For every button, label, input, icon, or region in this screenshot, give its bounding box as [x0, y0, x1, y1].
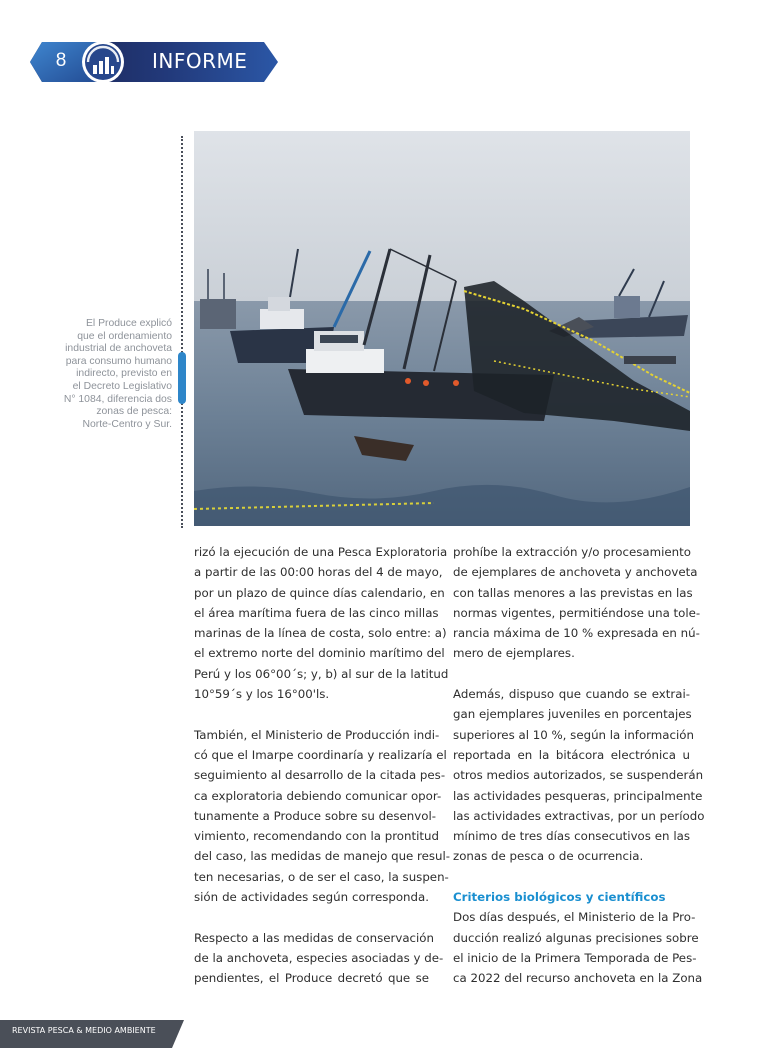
- text-line: las actividades extractivas, por un período: [453, 808, 705, 823]
- text-line: seguimiento al desarrollo de la citada pes-: [194, 768, 446, 783]
- bar-chart-icon: [78, 38, 128, 86]
- text-line: zonas de pesca o de ocurrencia.: [453, 849, 644, 864]
- section-title: INFORME: [152, 49, 248, 73]
- subheading: Criterios biológicos y científicos: [453, 890, 666, 905]
- text-line: sión de actividades según corresponda.: [194, 890, 429, 905]
- text-line: con tallas menores a las previstas en las: [453, 585, 693, 600]
- text-line: rizó la ejecución de una Pesca Exploratoria: [194, 545, 448, 559]
- body-column-right: [453, 542, 705, 989]
- text-line: prohíbe la extracción y/o procesamiento: [453, 545, 691, 559]
- text-line: tunamente a Produce sobre su desenvol-: [194, 808, 437, 823]
- publication-name: REVISTA PESCA & MEDIO AMBIENTE: [12, 1026, 156, 1035]
- text-line: el inicio de la Primera Temporada de Pes-: [453, 950, 697, 965]
- caption-line: el Decreto Legislativo: [72, 380, 172, 392]
- caption-line: zonas de pesca:: [96, 406, 172, 418]
- caption-line: indirecto, previsto en: [76, 368, 172, 380]
- text-line: gan ejemplares juveniles en porcentajes: [453, 707, 692, 722]
- caption-line: que el ordenamiento: [77, 330, 172, 342]
- caption-line: N° 1084, diferencia dos: [63, 393, 172, 405]
- text-line: normas vigentes, permitiéndose una tole-: [453, 605, 701, 620]
- page-number: 8: [55, 50, 67, 71]
- text-line: Perú y los 06°00´s; y, b) al sur de la latitud: [194, 666, 449, 681]
- text-line: ten necesarias, o de ser el caso, la suspen-: [194, 869, 449, 884]
- text-line: marinas de la línea de costa, solo entre: a): [194, 626, 447, 641]
- text-line: mero de ejemplares.: [453, 646, 575, 661]
- fishing-boats-photo: [194, 131, 690, 526]
- text-line: Dos días después, el Ministerio de la Pro-: [453, 910, 696, 925]
- caption-line: para consumo humano: [65, 355, 172, 367]
- caption-marker: [178, 352, 186, 404]
- text-line: ducción realizó algunas precisiones sobre: [453, 930, 699, 945]
- text-line: 10°59´s y los 16°00'ls.: [194, 687, 330, 702]
- text-line: vimiento, recomendando con la prontitud: [194, 829, 439, 844]
- text-line: có que el Imarpe coordinaría y realizaría el: [194, 747, 447, 762]
- caption-line: Norte-Centro y Sur.: [82, 418, 172, 430]
- text-line: por un plazo de quince días calendario, en: [194, 585, 445, 600]
- text-line: del caso, las medidas de manejo que resul-: [194, 849, 451, 864]
- photo-caption: [56, 318, 172, 431]
- body-column-left: [194, 542, 451, 989]
- text-line: a partir de las 00:00 horas del 4 de mayo,: [194, 565, 443, 580]
- text-line: Además, dispuso que cuando se extrai-: [453, 687, 690, 702]
- text-line: ca 2022 del recurso anchoveta en la Zona: [453, 971, 703, 986]
- dotted-divider: [181, 136, 183, 528]
- text-line: rancia máxima de 10 % expresada en nú-: [453, 626, 700, 641]
- text-line: mínimo de tres días consecutivos en las: [453, 829, 690, 844]
- text-line: superiores al 10 %, según la información: [453, 727, 694, 742]
- text-line: de ejemplares de anchoveta y anchoveta: [453, 565, 698, 580]
- caption-line: industrial de anchoveta: [65, 343, 172, 355]
- text-line: ca exploratoria debiendo comunicar opor-: [194, 788, 442, 803]
- caption-line: El Produce explicó: [85, 318, 172, 329]
- text-line: otros medios autorizados, se suspenderán: [453, 768, 704, 783]
- photo-illustration: [194, 131, 690, 526]
- text-line: También, el Ministerio de Producción indi-: [194, 727, 440, 742]
- text-line: pendientes, el Produce decretó que se: [194, 971, 429, 986]
- text-line: Respecto a las medidas de conservación: [194, 930, 435, 945]
- text-line: el extremo norte del dominio marítimo del: [194, 646, 445, 661]
- text-line: reportada en la bitácora electrónica u: [453, 747, 690, 762]
- text-line: el área marítima fuera de las cinco millas: [194, 605, 439, 620]
- text-line: de la anchoveta, especies asociadas y de-: [194, 950, 444, 965]
- text-line: las actividades pesqueras, principalmente: [453, 788, 703, 803]
